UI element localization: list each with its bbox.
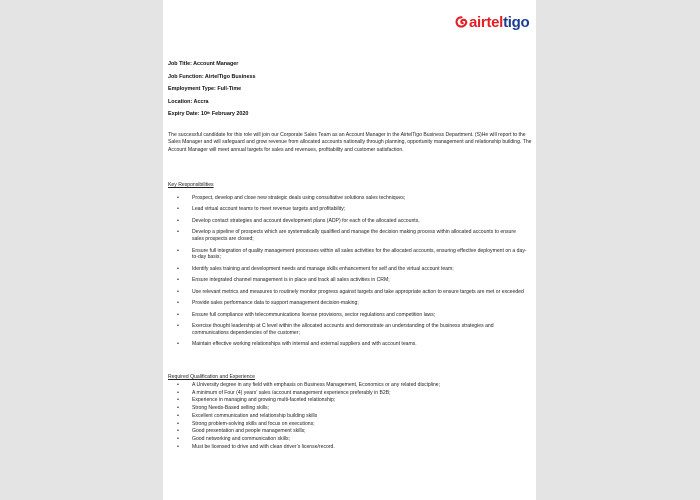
list-item — [175, 277, 527, 284]
list-item-text: Lead virtual account teams to meet revenue targets and profitability; — [192, 206, 346, 213]
key-responsibilities-heading: Key Responsibilities — [168, 182, 214, 188]
list-item-text: Ensure full integration of quality management processes within all sales activities for the allocated accounts, ensuring effective deployment on a day-to-day basis; — [192, 247, 527, 261]
list-item-text: Excellent communication and relationship building skills — [192, 412, 318, 419]
bullet-icon: • — [177, 428, 179, 435]
bullet-icon: • — [177, 265, 179, 272]
list-item-text: Strong Needs-Based selling skills; — [192, 405, 270, 412]
bullet-icon: • — [177, 229, 179, 236]
qualifications-heading: Required Qualification and Experience — [168, 374, 255, 380]
list-item — [175, 312, 527, 319]
list-item-text: Use relevant metrics and measures to routinely monitor progress against targets and take appropriate action to ensure targets are met or exceeded — [192, 288, 524, 295]
list-item — [175, 428, 527, 436]
list-item — [175, 289, 527, 296]
list-item — [175, 413, 527, 421]
expiry-date-sup: th — [206, 111, 211, 115]
bullet-icon: • — [177, 206, 179, 213]
list-item-text: Maintain effective working relationships with internal and external suppliers and with account teams. — [192, 341, 417, 348]
list-item — [175, 421, 527, 429]
bullet-icon: • — [177, 288, 179, 295]
bullet-icon: • — [177, 443, 179, 450]
list-item — [175, 218, 527, 225]
job-details — [168, 61, 255, 124]
list-item-text: Exercise thought leadership at C level within the allocated accounts and demonstrate an understanding of the business strategies and communications dependencies of the customer; — [192, 323, 494, 336]
bullet-icon: • — [177, 247, 179, 254]
list-item-text: Strong problem-solving skills and focus on executions; — [192, 420, 315, 427]
bullet-icon: • — [177, 195, 179, 201]
employment-type: Employment Type: Full-Time — [168, 86, 242, 92]
list-item-text: Ensure full compliance with telecommunications license provisions, sector regulations and competition laws; — [192, 311, 436, 318]
expiry-date-prefix: Expiry Date: 10 — [168, 111, 207, 117]
bullet-icon: • — [177, 405, 179, 412]
logo-text-tigo: tigo — [503, 14, 530, 31]
expiry-date-suffix: February 2020 — [210, 111, 249, 117]
list-item — [175, 248, 527, 261]
bullet-icon: • — [177, 323, 179, 330]
list-item-text: Identify sales training and development needs and manage skills enhancement for self and the virtual account team; — [192, 265, 454, 272]
bullet-icon: • — [177, 435, 179, 442]
list-item — [175, 300, 527, 307]
bullet-icon: • — [177, 397, 179, 404]
document-page — [163, 0, 536, 500]
responsibilities-list — [175, 195, 527, 353]
list-item — [175, 397, 527, 405]
list-item — [175, 229, 527, 242]
bullet-icon: • — [177, 217, 179, 224]
bullet-icon: • — [177, 420, 179, 427]
bullet-icon: • — [177, 382, 179, 388]
list-item-text: A University degree in any field with emphasis on Business Management, Economics or any related discipline; — [192, 382, 441, 388]
expiry-date — [168, 111, 255, 124]
list-item-text: A minimum of Four (4) years’ sales /account management experience preferably in B2B; — [192, 389, 391, 396]
list-item-text: Good networking and communication skills; — [192, 435, 290, 442]
list-item — [175, 266, 527, 273]
intro-paragraph: The successful candidate for this role will join our Corporate Sales Team as an Account Manager in the AirtelTigo Business Department. (S)He will report to the Sales Manager and will safeguard and grow revenue from allocated accounts nationally through planning, opportunity management and relationship building. The Account Manager will meet annual targets for sales and revenues, profitability and customer satisfaction. — [168, 132, 532, 153]
bullet-icon: • — [177, 311, 179, 318]
bullet-icon: • — [177, 412, 179, 419]
airtel-swirl-icon — [455, 16, 468, 29]
list-item — [175, 195, 527, 202]
job-location: Location: Accra — [168, 98, 209, 105]
list-item — [175, 390, 527, 398]
list-item — [175, 405, 527, 413]
bullet-icon: • — [177, 277, 179, 284]
job-function: Job Function: AirtelTigo Business — [168, 73, 256, 80]
list-item-text: Develop a pipeline of prospects which are systematically qualified and manage the decision making process within allocated accounts to ensure sales prospects are closed; — [192, 229, 516, 243]
list-item-text: Must be licensed to drive and with clean driver’s license/record. — [192, 443, 335, 450]
list-item-text: Provide sales performance data to support management decision-making; — [192, 300, 359, 307]
list-item — [175, 206, 527, 213]
airteltigo-logo — [455, 14, 529, 31]
bullet-icon: • — [177, 389, 179, 396]
bullet-icon: • — [177, 341, 179, 348]
list-item — [175, 382, 527, 390]
list-item — [175, 323, 527, 336]
list-item-text: Prospect, develop and close new strategic deals using consultative solutions sales techniques; — [192, 195, 406, 201]
list-item-text: Good presentation and people management skills; — [192, 428, 306, 435]
logo-text-airtel: airtel — [469, 14, 504, 31]
list-item — [175, 436, 527, 444]
list-item — [175, 444, 527, 452]
list-item-text: Develop contact strategies and account development plans (ADP) for each of the allocated accounts, — [192, 217, 420, 224]
list-item — [175, 341, 527, 348]
list-item-text: Ensure integrated channel management is in place and track all sales activities in CRM; — [192, 277, 390, 284]
bullet-icon: • — [177, 300, 179, 307]
list-item-text: Experience in managing and growing multi-faceted relationship; — [192, 397, 336, 404]
job-title: Job Title: Account Manager — [168, 61, 239, 67]
qualifications-list — [175, 382, 527, 451]
